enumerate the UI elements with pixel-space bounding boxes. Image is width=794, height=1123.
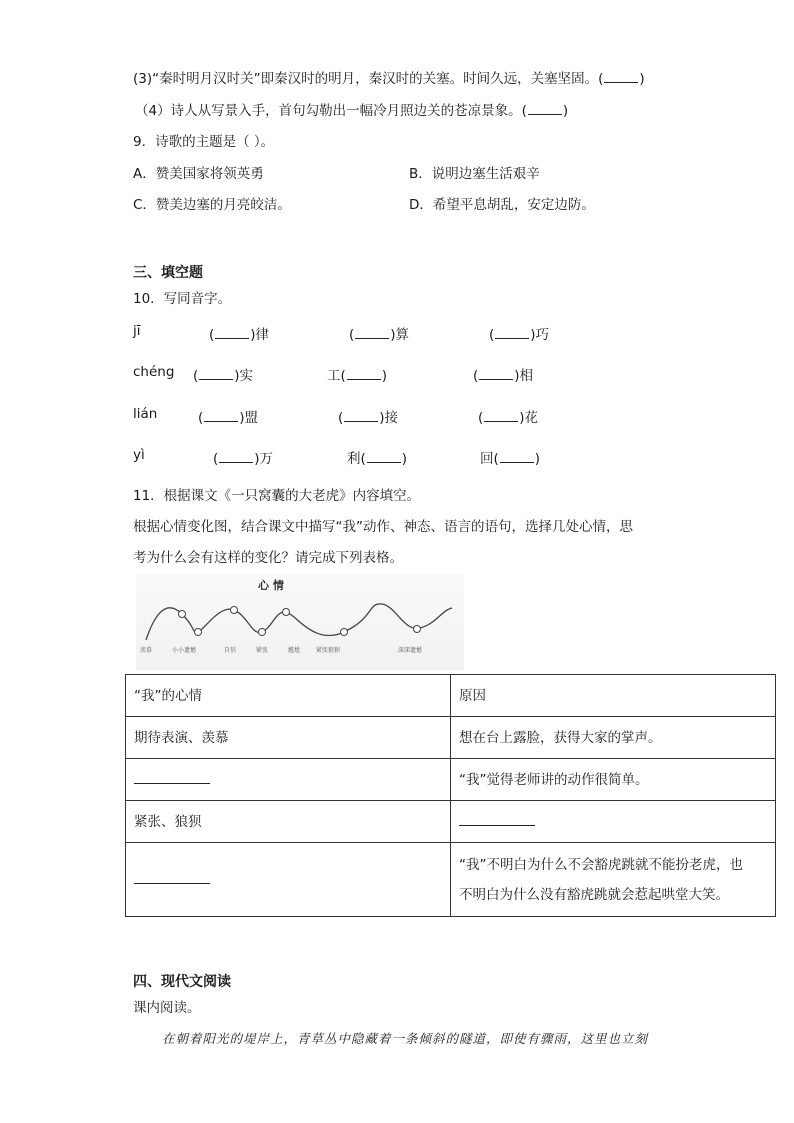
homophone-item: ( )盟 [198,410,259,426]
answer-blank[interactable] [495,327,529,339]
table-header-cell: 原因 [451,675,776,717]
mood-cell [126,843,451,917]
reason-cell [451,801,776,843]
section-subtitle: 课内阅读。 [133,1000,201,1016]
pinyin: jī [133,323,141,339]
homophone-item: 利( ) [347,451,408,467]
curve-label: 羡慕 [140,647,153,654]
homophone-item: ( )巧 [489,327,550,343]
answer-blank[interactable] [344,410,378,422]
reason-cell: 想在台上露脸，获得大家的掌声。 [451,717,776,759]
curve-label: 尴尬 [288,647,301,654]
table-row [126,717,776,759]
homophone-item: ( )接 [338,410,399,426]
reason-line: “我”不明白为什么不会豁虎跳就不能扮老虎，也 [459,856,743,873]
mood-curve-graphic [136,574,464,670]
answer-blank[interactable] [479,368,513,380]
answer-blank[interactable] [199,368,233,380]
curve-point [341,629,348,636]
curve-label: 深深遗憾 [398,647,423,654]
figure-title: 心 情 [258,579,284,592]
q11-desc: 考为什么会有这样的变化？请完成下列表格。 [133,550,403,566]
q11-desc: 根据心情变化图，结合课文中描写“我”动作、神态、语言的语句，选择几处心情，思 [133,519,633,535]
table-row [126,843,776,917]
table-row [126,801,776,843]
mood-curve [146,604,452,640]
q9-stem: 9．诗歌的主题是（ ）。 [133,134,275,150]
curve-point [231,607,238,614]
pinyin: lián [133,406,158,422]
pinyin: yì [133,447,145,463]
mood-cell: 期待表演、羡慕 [126,717,451,759]
reason-line: 不明白为什么没有豁虎跳就会惹起哄堂大笑。 [459,886,729,903]
curve-point [195,629,202,636]
reading-passage: 在朝着阳光的堤岸上，青草丛中隐藏着一条倾斜的隧道，即使有骤雨，这里也立刻 [162,1031,649,1046]
homophone-item: 工( ) [327,368,388,384]
q9-option-a[interactable]: A．赞美国家将领英勇 [133,166,264,182]
answer-blank[interactable] [134,871,210,884]
q11-stem: 11．根据课文《一只窝囊的大老虎》内容填空。 [133,488,421,504]
q10-stem: 10．写同音字。 [133,291,232,307]
mood-cell [126,759,451,801]
reason-cell [451,843,776,917]
answer-blank[interactable] [215,327,249,339]
answer-blank[interactable] [355,327,389,339]
curve-point [283,609,290,616]
curve-point [259,629,266,636]
table-header-cell: “我”的心情 [126,675,451,717]
mood-chart-figure [136,574,464,670]
q8-item3: (3)“秦时明月汉时关”即秦汉时的明月，秦汉时的关塞。时间久远，关塞坚固。( ) [133,71,645,87]
answer-blank[interactable] [459,813,535,826]
q8-item4: （4）诗人从写景入手，首句勾勒出一幅冷月照边关的苍凉景象。( ) [135,103,569,119]
table-row [126,759,776,801]
answer-blank[interactable] [219,451,253,463]
mood-table [125,674,776,917]
section-title: 四、现代文阅读 [133,974,231,990]
q9-option-c[interactable]: C．赞美边塞的月亮皎洁。 [133,197,291,213]
mood-cell: 紧张、狼狈 [126,801,451,843]
table-header-row [126,675,776,717]
homophone-item: ( )万 [213,451,274,467]
q9-option-b[interactable]: B．说明边塞生活艰辛 [409,166,540,182]
answer-blank[interactable] [604,71,638,83]
homophone-item: 回( ) [480,451,541,467]
curve-label: 紧张狼狈 [316,647,341,654]
homophone-item: ( )算 [349,327,410,343]
reason-cell: “我”觉得老师讲的动作很简单。 [451,759,776,801]
section-title: 三、填空题 [133,265,203,281]
answer-blank[interactable] [134,771,210,784]
answer-blank[interactable] [528,103,562,115]
pinyin: chéng [133,364,175,380]
homophone-item: ( )相 [473,368,534,384]
curve-label: 紧张 [256,647,269,654]
q9-option-d[interactable]: D．希望平息胡乱，安定边防。 [409,197,595,213]
curve-label: 自信 [224,647,237,654]
homophone-item: ( )律 [209,327,270,343]
homophone-item: ( )实 [193,368,254,384]
homophone-item: ( )花 [478,410,539,426]
curve-point [414,626,421,633]
answer-blank[interactable] [484,410,518,422]
answer-blank[interactable] [204,410,238,422]
answer-blank[interactable] [347,368,381,380]
curve-point [179,611,186,618]
answer-blank[interactable] [367,451,401,463]
answer-blank[interactable] [500,451,534,463]
curve-label: 小小遗憾 [172,647,197,654]
